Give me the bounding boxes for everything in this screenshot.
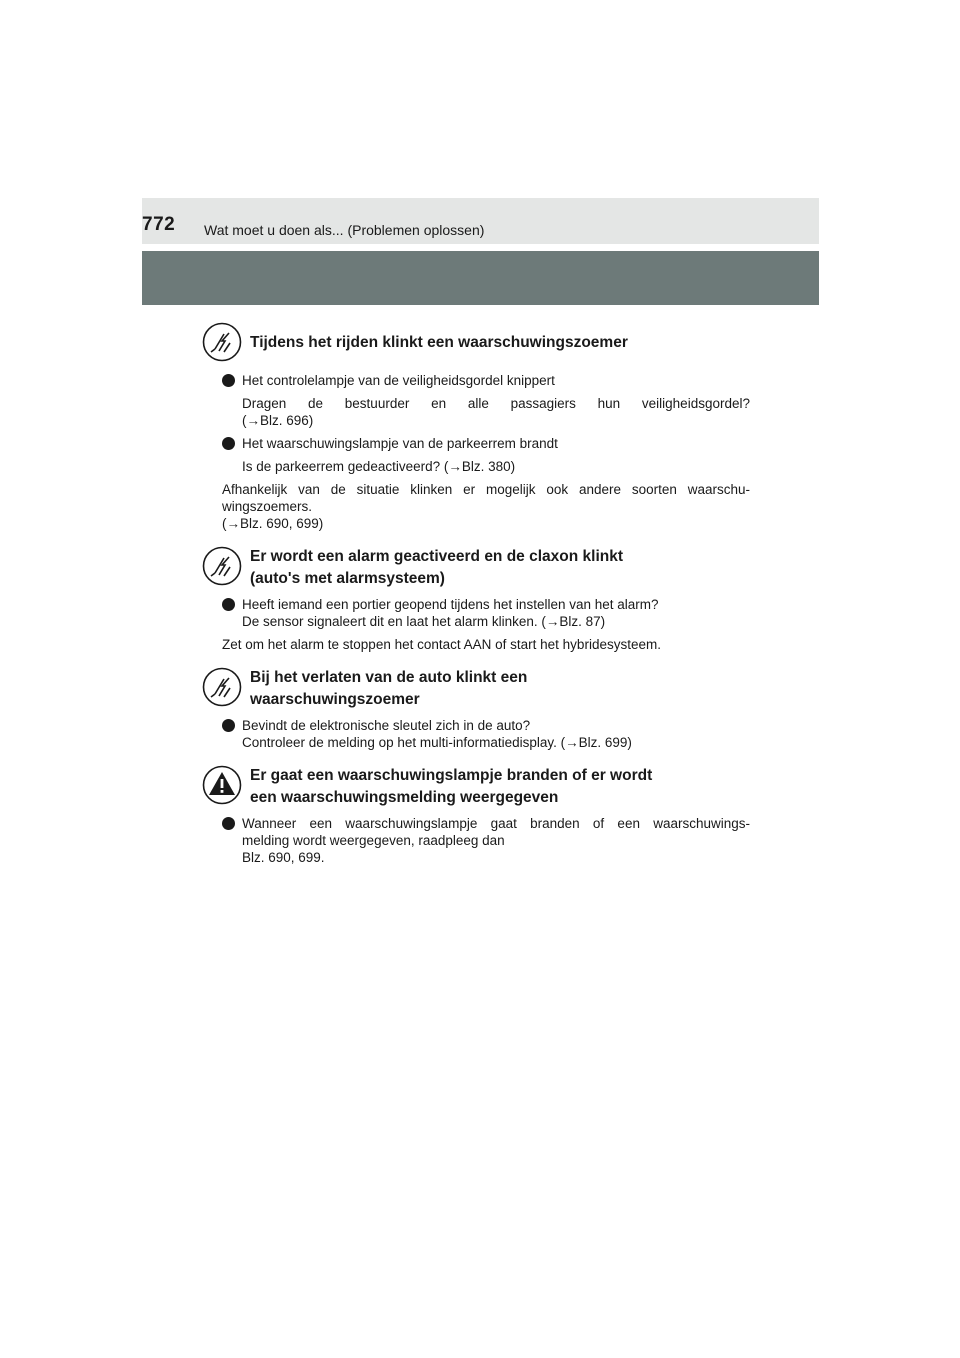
section-heading bbox=[212, 544, 750, 590]
page-content bbox=[222, 320, 750, 866]
bullet-dot bbox=[222, 437, 235, 450]
section-heading bbox=[212, 320, 750, 366]
section-title bbox=[250, 665, 750, 711]
bullet-dot bbox=[222, 817, 235, 830]
section-heading bbox=[212, 763, 750, 809]
bullet-dot bbox=[222, 374, 235, 387]
bullet-text: De sensor signaleert dit en laat het alarm klinken. (→Blz. 87) bbox=[242, 614, 606, 629]
warning-sound-icon bbox=[202, 667, 242, 707]
bullet-dot bbox=[222, 598, 235, 611]
bullet-text: Wanneer een waarschuwingslampje gaat branden of een waarschuwings- bbox=[242, 816, 750, 831]
title-line: Er gaat een waarschuwingslampje branden of er wordt bbox=[250, 767, 653, 784]
title-line: een waarschuwingsmelding weergegeven bbox=[250, 789, 559, 806]
section-banner bbox=[142, 251, 819, 305]
bullet-text: Het controlelampje van de veiligheidsgordel knippert bbox=[242, 373, 555, 388]
bullet-dot bbox=[222, 719, 235, 732]
list-item bbox=[222, 372, 750, 429]
bullet-text: Bevindt de elektronische sleutel zich in de auto? bbox=[242, 718, 531, 733]
section-title: Tijdens het rijden klinkt een waarschuwingszoemer bbox=[250, 334, 628, 351]
page-number: 772 bbox=[142, 214, 176, 235]
note-line: (→Blz. 690, 699) bbox=[222, 516, 324, 531]
list-item bbox=[222, 815, 750, 866]
section-note bbox=[222, 636, 750, 653]
title-line: Er wordt een alarm geactiveerd en de claxon klinkt bbox=[250, 548, 623, 565]
section-alarm-horn bbox=[222, 544, 750, 653]
title-line: (auto's met alarmsysteem) bbox=[250, 570, 445, 587]
section-note bbox=[222, 481, 750, 532]
bullet-text: Het waarschuwingslampje van de parkeerrem brandt bbox=[242, 436, 558, 451]
bullet-text: Controleer de melding op het multi-informatiedisplay. (→Blz. 699) bbox=[242, 735, 632, 750]
warning-sound-icon bbox=[202, 546, 242, 586]
title-line: Bij het verlaten van de auto klinkt een bbox=[250, 669, 528, 686]
section-leaving-car-buzzer bbox=[222, 665, 750, 751]
note-line: Zet om het alarm te stoppen het contact AAN of start het hybridesysteem. bbox=[222, 637, 661, 652]
section-title bbox=[250, 544, 750, 590]
bullet-detail: Dragen de bestuurder en alle passagiers hun veiligheidsgordel? bbox=[242, 396, 750, 411]
bullet-text: melding wordt weergegeven, raadpleeg dan bbox=[242, 833, 505, 848]
section-warning-light bbox=[222, 763, 750, 866]
section-driving-buzzer bbox=[222, 320, 750, 532]
note-line: wingszoemers. bbox=[222, 499, 313, 514]
list-item bbox=[222, 596, 750, 630]
bullet-text: Blz. 690, 699. bbox=[242, 850, 325, 865]
list-item bbox=[222, 435, 750, 475]
bullet-detail: Is de parkeerrem gedeactiveerd? (→Blz. 380) bbox=[242, 459, 516, 474]
warning-triangle-icon bbox=[202, 765, 242, 805]
bullet-detail: (→Blz. 696) bbox=[242, 413, 314, 428]
title-line: waarschuwingszoemer bbox=[250, 691, 420, 708]
bullet-text: Heeft iemand een portier geopend tijdens het instellen van het alarm? bbox=[242, 597, 659, 612]
section-heading bbox=[212, 665, 750, 711]
running-title: Wat moet u doen als... (Problemen oplossen) bbox=[204, 222, 485, 238]
section-title bbox=[250, 763, 750, 809]
note-line: Afhankelijk van de situatie klinken er mogelijk ook andere soorten waarschu- bbox=[222, 482, 750, 497]
list-item bbox=[222, 717, 750, 751]
warning-sound-icon bbox=[202, 322, 242, 362]
